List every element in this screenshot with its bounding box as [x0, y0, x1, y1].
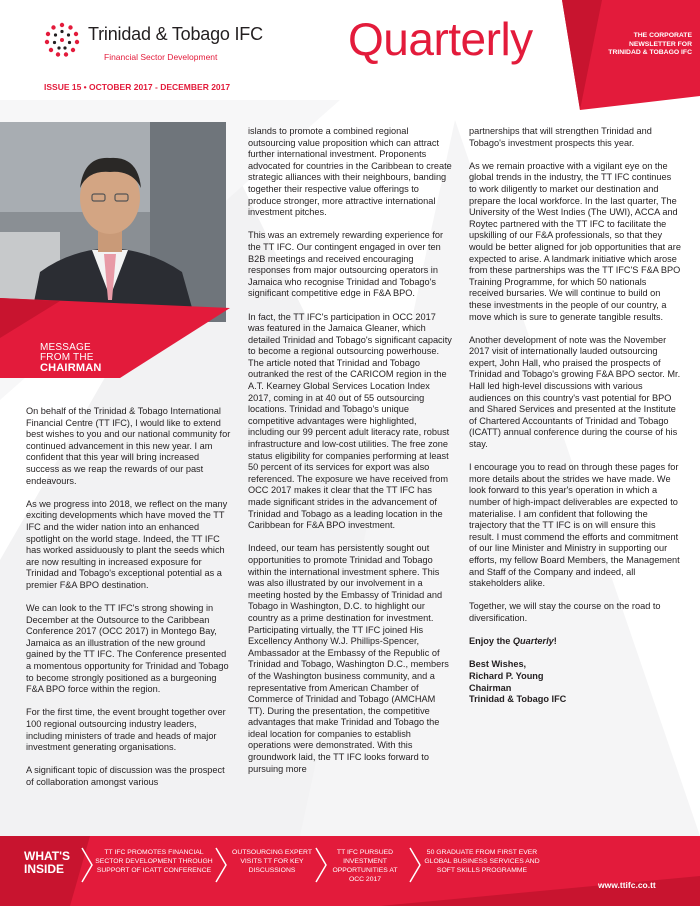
newsletter-title: Quarterly — [348, 13, 533, 65]
chairman-label-triangle — [0, 298, 230, 378]
footer-item-icatt[interactable]: TT IFC PROMOTES FINANCIAL SECTOR DEVELOPMENT THROUGH SUPPORT OF ICATT CONFERENCE — [95, 849, 213, 874]
footer-item-occ-2017[interactable]: TT IFC PURSUED INVESTMENT OPPORTUNITIES AT OCC 2017 — [332, 849, 398, 883]
whats-inside-label: WHAT'S INSIDE — [24, 849, 70, 876]
paragraph: islands to promote a combined regional outsourcing value proposition which can attract further international investment. Proponents advocated for countries in the Caribbean to create strategic alliances with their neighbours, banding together their respective value offerings to produce stronger, more attractive international investment pitches. — [248, 126, 452, 218]
banner-tagline: THE CORPORATE NEWSLETTER FOR TRINIDAD & TOBAGO IFC — [608, 32, 692, 56]
signature-block: Best Wishes, Richard P. Young Chairman Trinidad & Tobago IFC — [469, 659, 567, 705]
enjoy-line: Enjoy the Quarterly! — [469, 636, 557, 647]
website-link[interactable]: www.ttifc.co.tt — [598, 880, 656, 890]
footer-separator-icon — [80, 846, 94, 884]
paragraph: For the first time, the event brought together over 100 regional outsourcing industry leaders, including ministers of trade and heads of major investment generating organisations. — [26, 707, 226, 753]
issue-line: ISSUE 15 • OCTOBER 2017 - DECEMBER 2017 — [44, 82, 231, 92]
article-column-3 — [469, 126, 681, 706]
paragraph: As we progress into 2018, we reflect on the many exciting developments which have moved the TT IFC and the wider nation into an enhanced spotlight on the world stage. Indeed, the TT IFC has worked assiduously to plant the seeds which are now resulting in increased exposure for Trinidad and Tobago's exceptional potential as a premier F&A BPO destination. — [26, 498, 228, 590]
whats-inside-footer — [0, 836, 700, 906]
paragraph: Another development of note was the November 2017 visit of internationally lauded outsourcing expert, John Hall, who praised the prospects of Trinidad and Tobago's growing F&A BPO sector. Mr. Hall led high-level discussions with various audiences on this country's vast potential for BPO and Shared Services and presented at the Institute of Chartered Accountants of Trinidad and Tobago (ICATT) annual conference during the course of his stay. — [469, 334, 681, 450]
paragraph: Indeed, our team has persistently sought out opportunities to promote Trinidad and Tobago within the international investment sphere. This was also illustrated by our involvement in a meeting hosted by the Embassy of Trinidad and Tobago in Washington, D.C. to highlight our country as a prime destination for investment. Participating virtually, the TT IFC joined His Excellency Anthony W.J. Phillips-Spencer, Ambassador at the Embassy of the Republic of Trinidad and Tobago, Washington D.C., members of the Washington business community, and a representative from American Chamber of Commerce of Trinidad and Tobago (AMCHAM TT). During the presentation, the competitive advantages that make Trinidad and Tobago the ideal location for companies to establish operations were demonstrated. With this groundwork laid, the TT IFC looks forward to pursuing more — [248, 543, 449, 774]
article-column-1 — [26, 406, 231, 800]
paragraph: A significant topic of discussion was the prospect of collaboration amongst various — [26, 765, 225, 787]
footer-item-outsourcing-expert[interactable]: OUTSOURCING EXPERT VISITS TT FOR KEY DISCUSSIONS — [232, 849, 312, 874]
paragraph: Together, we will stay the course on the road to diversification. — [469, 601, 661, 623]
footer-item-graduates[interactable]: 50 GRADUATE FROM FIRST EVER GLOBAL BUSINESS SERVICES AND SOFT SKILLS PROGRAMME — [424, 849, 540, 874]
paragraph: On behalf of the Trinidad & Tobago International Financial Centre (TT IFC), I would like to extend best wishes to you and our national community for continued advancement in this new year. I am confident that this year will bring increased success as we reap the rewards of our past endeavours. — [26, 406, 231, 486]
chairman-photo — [0, 122, 226, 322]
brand-subtitle: Financial Sector Development — [104, 52, 218, 62]
paragraph: I encourage you to read on through these pages for more details about the strides we have made. We look forward to this year's operation in which a number of high-impact deliverables are expected to materialise. I am confident that following the trajectory that the TT IFC is on will ensure this result. I must commend the efforts and commitment of our line Minister and Ministry in supporting our efforts, my fellow Board Members, the Management and Staff of the Company and indeed, all stakeholders alike. — [469, 462, 680, 589]
chairman-message-label: MESSAGE FROM THE CHAIRMAN — [40, 342, 102, 374]
brand-name: Trinidad & Tobago IFC — [88, 24, 263, 44]
masthead — [0, 0, 700, 110]
paragraph: As we remain proactive with a vigilant eye on the global trends in the industry, the TT IFC continues to work diligently to market our destination and prepare the local workforce. In the last quarter, The University of the West Indies (The UWI), ACCA and Roytec partnered with the TT IFC to facilitate the upskilling of our F&A professionals, so that they would be better aligned for job opportunities that are expected to arise. A landmark initiative which arose from these partnerships was the TT IFC'S F&A BPO Training Programme, for which 50 nationals received bursaries. We will continue to build on these investments in the people of our country, a move which is sure to generate tangible results. — [469, 160, 681, 322]
paragraph: partnerships that will strengthen Trinidad and Tobago's investment prospects this year. — [469, 126, 652, 148]
paragraph: In fact, the TT IFC's participation in OCC 2017 was featured in the Jamaica Gleaner, which detailed Trinidad and Tobago's significant capacity to become a regional outsourcing powerhouse. The article noted that Trinidad and Tobago outranked the rest of the CARICOM region in the A.T. Kearney Global Services Location Index 2017, coming in at 40 out of 55 outsourcing locations. Trinidad and Tobago's unique competitive advantages were highlighted, including our 99 percent adult literacy rate, robust infrastructure and low-cost utilities. The free zone status eligibility for companies performing at least 50 percent of its services for export was also referenced. The exposure we have received from OCC 2017 makes it clear that the TT IFC has made significant strides in the advancement of Trinidad and Tobago as a leading location in the Caribbean for F&A BPO investment. — [248, 311, 452, 531]
paragraph: We can look to the TT IFC's strong showing in December at the Outsource to the Caribbean Conference 2017 (OCC 2017) in Montego Bay, Jamaica as an illustration of the new ground gained by the TT IFC. The Conference presented a momentous opportunity for Trinidad and Tobago to become strongly positioned as a burgeoning F&A BPO force within the region. — [26, 603, 229, 695]
paragraph: This was an extremely rewarding experience for the TT IFC. Our contingent engaged in over ten B2B meetings and received encouraging responses from major outsourcing operators in Jamaica who recognise Trinidad and Tobago's significant competitive edge in F&A BPO. — [248, 230, 444, 299]
ttifc-logo-icon — [44, 22, 80, 58]
article-column-2 — [248, 126, 453, 787]
